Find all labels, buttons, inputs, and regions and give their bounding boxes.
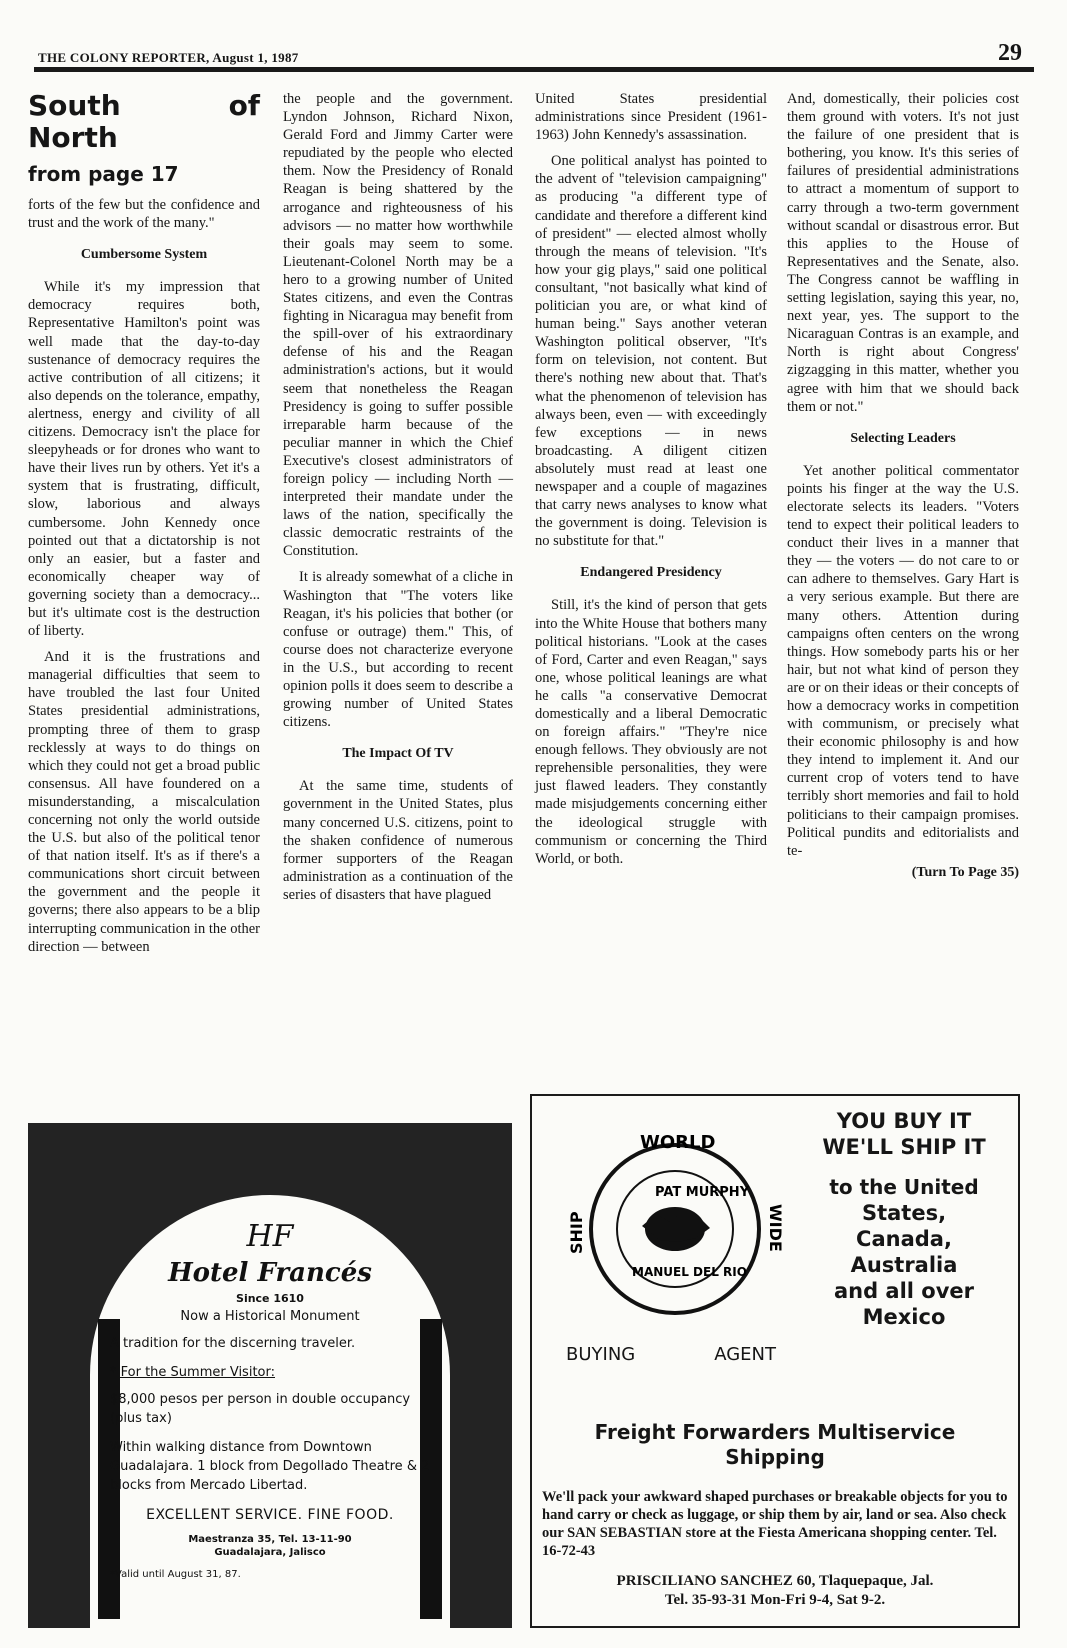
article-paragraph: One political analyst has pointed to the advent of "television campaigning" as producing "a different type of candidate and therefore a different kind of president" — elected almost wholly through the means of television. "It's how your gig plays," said one political consultant, "not basically what kind of politician you are, or what kind of human being." Says another veteran Washington political observer, "It's form on television, not content. But there's nothing new about that. That's what the phenomenon of television has always been, even — with exceedingly few exceptions — in news broadcasting. A diligent citizen absolutely must read at least one newspaper and a couple of magazines that carry news analyses to know what the government is doing. Television is no substitute for that." <box>535 153 767 550</box>
hotel-price: $8,000 pesos per person in double occupancy (plus tax) <box>110 1392 411 1426</box>
hotel-tradition: A tradition for the discerning traveler. <box>110 1336 356 1351</box>
destination-line: and all over <box>833 1279 975 1303</box>
article-headline: South of North <box>28 89 260 154</box>
article-continued-from: from page 17 <box>28 162 179 186</box>
article-paragraph: And, domestically, their policies cost them ground with voters. It's not just the failure of one president that is bothering, you know. It's this series of failures of presidential administrations to attract a momentum of support to carry through a two-term government without scandal or disastrous error. But this applies to the House of Representatives and the Senate, also. The Congress cannot be waffling in setting legislation, saying this year, no, next year, yes. The support to the Nicaraguan Contras is an example, and North is right about Congress' zigzagging in this matter, whether you agree with him that we should back them or not." <box>787 91 1019 415</box>
article-paragraph: the people and the government. Lyndon Johnson, Richard Nixon, Gerald Ford and Jimmy Carter were repudiated by the people who elected them. Now the Presidency of Ronald Reagan is being shattered by the arrogance and righteousness of his advisors — no matter how worthwhile their goals may seem to some. Lieutenant-Colonel North may be a hero to a growing number of United States citizens, and even the Contras fighting in Nicaragua may benefit from the spill-over of his extraordinary defense of his and the Reagan administration's actions, but it would seem that nonetheless the Reagan Presidency is going to suffer possible irreparable harm because of the peculiar manner in which the Chief Executive's closest administrators of foreign policy — including North — interpreted their mandate under the laws of the nation, specifically the classic democratic restraints of the Constitution. <box>283 91 513 560</box>
masthead-title: THE COLONY REPORTER, August 1, 1987 <box>38 50 299 65</box>
world-emblem-icon <box>560 1114 790 1344</box>
destination-line: Canada, <box>856 1227 952 1251</box>
ship-contact <box>532 1572 1018 1610</box>
hotel-name: Hotel Francés <box>168 1258 372 1288</box>
article-paragraph: It is already somewhat of a cliche in Washington that "The voters like Reagan, it's his policies that bother (or confuse or outrage) them." This, of course does not characterize everyone in the U.S., but according to recent opinion polls it does seem to describe a growing number of United States citizens. <box>283 569 513 731</box>
section-subhead: The Impact Of TV <box>342 746 454 762</box>
destination-line: to the United <box>829 1175 979 1199</box>
shipping-advertisement <box>530 1094 1020 1628</box>
continued-on-link[interactable]: (Turn To Page 35) <box>911 864 1019 880</box>
ship-address: PRISCILIANO SANCHEZ 60, Tlaquepaque, Jal. <box>616 1573 934 1589</box>
destination-line: Australia <box>850 1253 958 1277</box>
ship-service-title <box>532 1420 1018 1470</box>
article-column-3 <box>535 90 767 876</box>
hotel-monogram-logo: HF <box>246 1219 294 1254</box>
article-paragraph: Yet another political commentator points his finger at the way the U.S. electorate selects its leaders. "Voters tend to expect their political leaders to conduct their lives in a manner that they — the voters — do not care to or can adhere to themselves. Gary Hart is a very serious example. But there are many others. Attention during campaigns often centers on the wrong things. How somebody parts his or her hair, but not what kind of person they are or on their ideas or their concepts of how a democracy works in competition with communism, or precisely what their economic philosophy is and how they intend to implement it. And our current crop of voters tend to have terribly short memories and fail to hold politicians to their campaign promises. Political pundits and editorialists and te- <box>787 462 1019 859</box>
section-subhead: Selecting Leaders <box>850 430 956 446</box>
hotel-summer-offer: * For the Summer Visitor: <box>110 1365 275 1380</box>
hotel-location: Within walking distance from Downtown Guadalajara. 1 block from Degollado Theatre & 2 blocks from Mercado Libertad. <box>110 1440 430 1493</box>
ring-left-label: SHIP <box>567 1211 586 1254</box>
article-paragraph: Still, it's the kind of person that gets into the White House that bothers many political historians. "Look at the cases of Ford, Carter and even Reagan," says one, whose political leanings are what he calls "a conservative Democrat domestically and a liberal Democratic on foreign affairs." "They're nice enough fellows. They obviously are not reprehensible personalities, they were just flawed leaders. They constantly made misjudgements concerning either the ideological struggle with communism or concerning the Third World, or both. <box>535 597 767 867</box>
inner-top-label: PAT MURPHY <box>655 1185 750 1200</box>
destination-line: States, <box>861 1201 947 1225</box>
article-column-4 <box>787 90 1019 882</box>
ship-service-description: We'll pack your awkward shaped purchases or breakable objects for you to hand carry or check as luggage, or ship them by air, land or sea. Also check our SAN SEBASTIAN store at the Fiesta Americana shopping center. Tel. 16-72-43 <box>542 1489 1008 1559</box>
hotel-monument: Now a Historical Monument <box>180 1309 360 1324</box>
article-column-2 <box>283 90 513 912</box>
article-paragraph: And it is the frustrations and managerial difficulties that seem to have troubled the last four United States presidential administrations, prompting three of them to grasp recklessly at ways to do things on which they could not get a broad public consensus. All have foundered on a misunderstanding, a miscalculation concerning not only the world outside the U.S. but also of the political tenor of that nation itself. It's as if there's a communications short circuit between the government and the people it governs; there also appears to be a blip interrupting communication in the other direction — between <box>28 649 260 955</box>
slogan-line-1: YOU BUY IT <box>836 1109 972 1133</box>
ship-phone-hours: Tel. 35-93-31 Mon-Fri 9-4, Sat 9-2. <box>664 1592 886 1608</box>
agent-label: AGENT <box>714 1344 776 1365</box>
article-paragraph: While it's my impression that democracy requires both, Representative Hamilton's point was well made that the day-to-day sustenance of democracy requires the active contribution of all citizens; it also depends on the tolerance, empathy, alertness, energy and civility of all citizens. Democracy isn't the place for sleepyheads or for drones who want to have their lives run by others. Yet it's a system that is frustrating, difficult, slow, laborious and always cumbersome. John Kennedy once pointed out that a dictatorship is not only an easier, but a faster and economically cheaper way of governing society than a democracy... but it's ultimate cost is the destruction of liberty. <box>28 279 260 640</box>
article-paragraph: United States presidential administrations since President (1961-1963) John Kennedy's assassination. <box>535 91 767 144</box>
section-subhead: Endangered Presidency <box>580 565 722 581</box>
section-subhead: Cumbersome System <box>80 247 208 263</box>
masthead <box>34 40 1034 66</box>
hotel-ad-content <box>110 1213 430 1580</box>
hotel-address: Maestranza 35, Tel. 13-11-90 <box>188 1534 352 1545</box>
buying-agent-label <box>556 1344 786 1365</box>
hotel-valid-until: *Valid until August 31, 87. <box>110 1569 241 1580</box>
hotel-city: Guadalajara, Jalisco <box>214 1547 326 1558</box>
article-column-1 <box>28 90 260 964</box>
destination-line: Mexico <box>862 1305 946 1329</box>
article-paragraph: At the same time, students of government in the United States, plus many concerned U.S. citizens, point to the shaken confidence of numerous former supporters of the Reagan administration as a continuation of the series of disasters that have plagued <box>283 778 513 903</box>
page-number: 29 <box>998 40 1022 66</box>
hotel-service: EXCELLENT SERVICE. FINE FOOD. <box>146 1507 394 1523</box>
hotel-since: Since 1610 <box>236 1292 304 1305</box>
hotel-advertisement <box>28 1123 512 1628</box>
ship-slogan-block <box>794 1108 1014 1330</box>
service-title-line-1: Freight Forwarders Multiservice <box>594 1420 956 1444</box>
slogan-line-2: WE'LL SHIP IT <box>822 1135 986 1159</box>
inner-bottom-label: MANUEL DEL RIO <box>632 1265 747 1279</box>
masthead-rule <box>34 67 1034 72</box>
buying-label: BUYING <box>566 1344 636 1365</box>
ring-right-label: WIDE <box>766 1204 785 1252</box>
ring-top-label: WORLD <box>640 1132 716 1153</box>
service-title-line-2: Shipping <box>725 1445 825 1469</box>
article-paragraph: forts of the few but the confidence and trust and the work of the many." <box>28 197 260 232</box>
